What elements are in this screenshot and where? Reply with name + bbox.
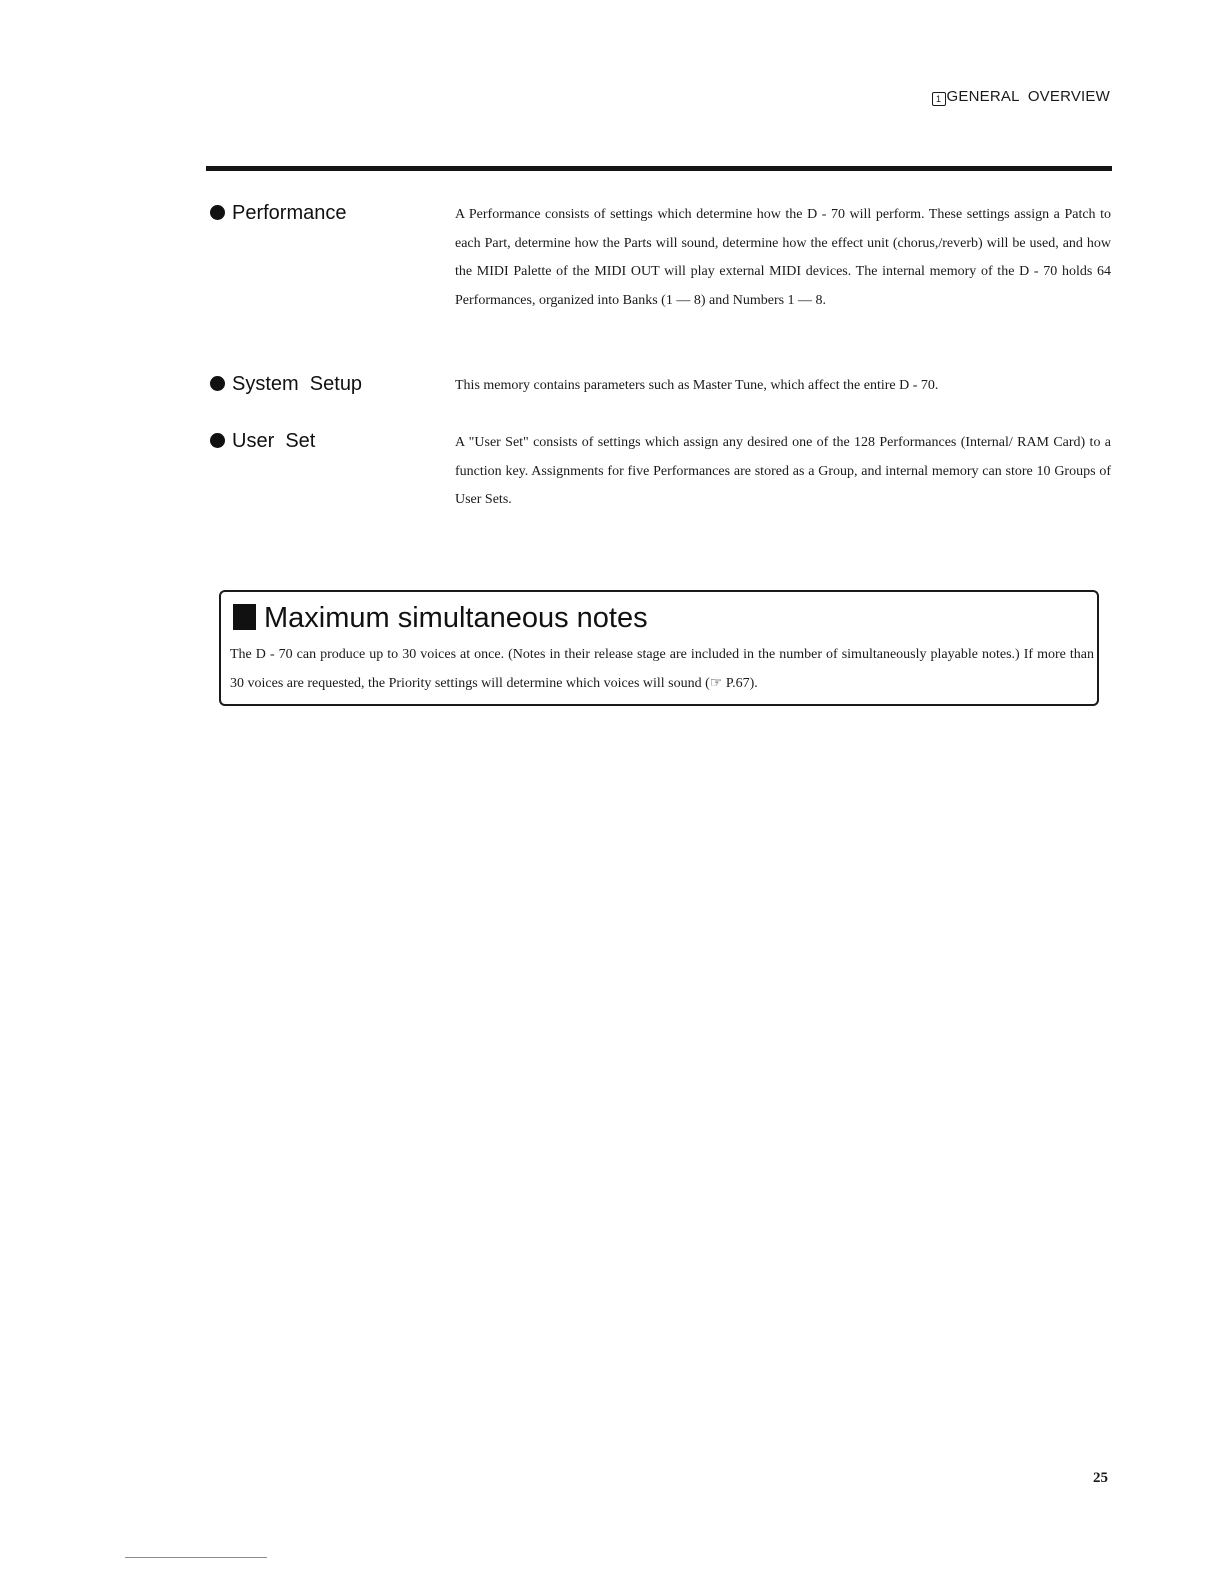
page-header bbox=[932, 88, 1110, 106]
section-body: A "User Set" consists of settings which assign any desired one of the 128 Performances (Internal/ RAM Card) to a function key. Assignments for five Performances are stored as a Group, and internal memory can store 10 Groups of User Sets. bbox=[455, 435, 1111, 507]
max-notes-box bbox=[219, 590, 1099, 706]
section-body: This memory contains parameters such as Master Tune, which affect the entire D - 70. bbox=[455, 378, 939, 393]
section-heading bbox=[210, 202, 347, 225]
page-number: 25 bbox=[1093, 1470, 1108, 1486]
header-title: GENERAL OVERVIEW bbox=[946, 88, 1110, 105]
box-title-text: Maximum simultaneous notes bbox=[264, 602, 648, 634]
header-rule bbox=[206, 166, 1112, 171]
bullet-icon bbox=[210, 376, 225, 391]
bullet-icon bbox=[210, 433, 225, 448]
section-heading bbox=[210, 373, 362, 396]
box-body: The D - 70 can produce up to 30 voices at once. (Notes in their release stage are included in the number of simultaneously playable notes.) If more than 30 voices are requested, the Priority settings will determine which voices will sound (☞ P.67). bbox=[230, 647, 1094, 691]
section-heading bbox=[210, 430, 315, 453]
section-heading-text: Performance bbox=[232, 202, 347, 224]
section-body: A Performance consists of settings which determine how the D - 70 will perform. These settings assign a Patch to each Part, determine how the Parts will sound, determine how the effect unit (chorus,/reverb) will be used, and how the MIDI Palette of the MIDI OUT will play external MIDI devices. The internal memory of the D - 70 holds 64 Performances, organized into Banks (1 — 8) and Numbers 1 — 8. bbox=[455, 207, 1111, 308]
footer-line bbox=[125, 1557, 267, 1558]
box-title bbox=[233, 602, 648, 635]
square-bullet-icon bbox=[233, 604, 256, 630]
bullet-icon bbox=[210, 205, 225, 220]
section-heading-text: System Setup bbox=[232, 373, 363, 395]
chapter-number-icon: 1 bbox=[932, 92, 946, 106]
section-heading-text: User Set bbox=[232, 430, 316, 452]
